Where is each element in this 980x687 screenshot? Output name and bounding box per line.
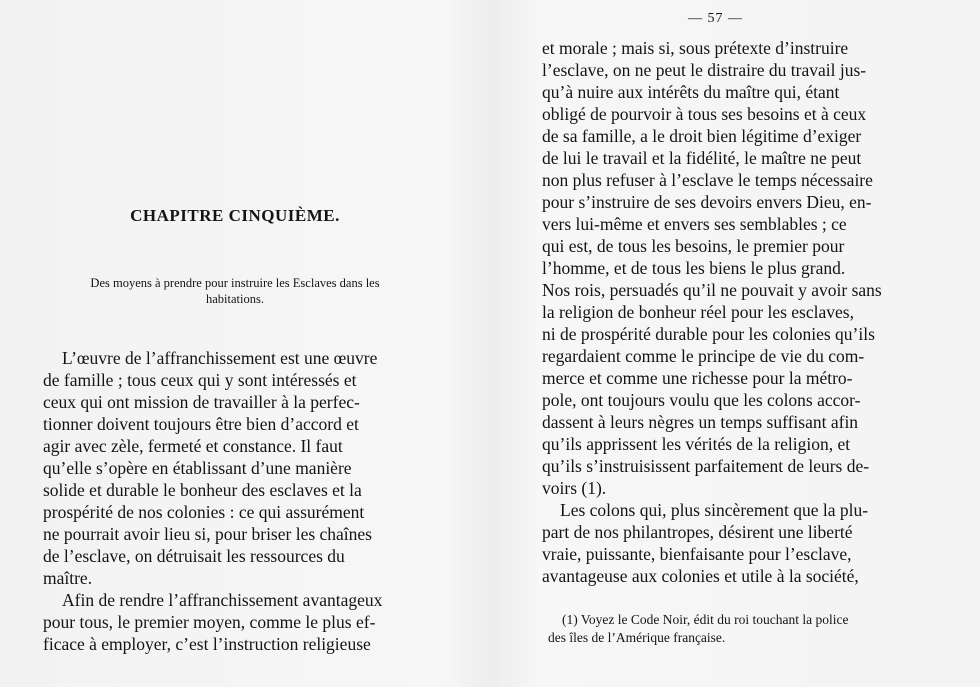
left-body-line: ceux qui ont mission de travailler à la perfec-: [43, 392, 360, 412]
right-body-line: l’homme, et de tous les biens le plus grand.: [542, 258, 846, 278]
right-body-line: de sa famille, a le droit bien légitime d’exiger: [542, 126, 862, 146]
chapter-subtitle-line: Des moyens à prendre pour instruire les Esclaves dans les: [90, 276, 380, 290]
left-body-line: agir avec zèle, fermeté et constance. Il faut: [43, 436, 343, 456]
left-body-line: ne pourrait avoir lieu si, pour briser les chaînes: [43, 524, 372, 544]
right-body-line: merce et comme une richesse pour la métro-: [542, 368, 853, 388]
chapter-subtitle-line: habitations.: [206, 292, 264, 306]
left-body-line: tionner doivent toujours être bien d’accord et: [43, 414, 359, 434]
right-body-line: vers lui-même et envers ses semblables ; ce: [542, 214, 847, 234]
right-body-line: obligé de pourvoir à tous ses besoins et à ceux: [542, 104, 867, 124]
chapter-title: CHAPITRE CINQUIÈME.: [130, 206, 340, 225]
right-body-line: l’esclave, on ne peut le distraire du travail jus-: [542, 60, 867, 80]
left-body-line: maître.: [43, 568, 93, 588]
right-body-line: de lui le travail et la fidélité, le maître ne peut: [542, 148, 862, 168]
left-body-line: qu’elle s’opère en établissant d’une manière: [43, 458, 352, 478]
right-body-line: voirs (1).: [542, 478, 607, 498]
right-body-line: vraie, puissante, bienfaisante pour l’esclave,: [542, 544, 852, 564]
right-body-line: pole, ont toujours voulu que les colons accor-: [542, 390, 861, 410]
right-body-line: non plus refuser à l’esclave le temps nécessaire: [542, 170, 873, 190]
left-body-line: prospérité de nos colonies : ce qui assurément: [43, 502, 365, 522]
left-body-line: de l’esclave, on détruisait les ressources du: [43, 546, 345, 566]
right-body-line: ni de prospérité durable pour les colonies qu’ils: [542, 324, 875, 344]
right-body-line: la religion de bonheur réel pour les esclaves,: [542, 302, 854, 322]
right-body-line: part de nos philantropes, désirent une liberté: [542, 522, 853, 542]
left-body-line: de famille ; tous ceux qui y sont intéressés et: [43, 370, 357, 390]
page-number: — 57 —: [688, 11, 743, 26]
left-body-line: L’œuvre de l’affranchissement est une œuvre: [62, 348, 378, 368]
right-body-line: regardaient comme le principe de vie du com-: [542, 346, 865, 366]
left-body-line: pour tous, le premier moyen, comme le plus ef-: [43, 612, 376, 632]
left-body-line: Afin de rendre l’affranchissement avantageux: [62, 590, 383, 610]
right-body-line: Nos rois, persuadés qu’il ne pouvait y avoir sans: [542, 280, 882, 300]
right-body-line: et morale ; mais si, sous prétexte d’instruire: [542, 38, 849, 58]
right-body-line: pour s’instruire de ses devoirs envers Dieu, en-: [542, 192, 872, 212]
chapter-subtitle: [50, 275, 420, 307]
footnote-line: des îles de l’Amérique française.: [548, 630, 726, 645]
left-body-line: ficace à employer, c’est l’instruction religieuse: [43, 634, 371, 654]
right-body-line: avantageuse aux colonies et utile à la société,: [542, 566, 859, 586]
right-body-line: Les colons qui, plus sincèrement que la plu-: [560, 500, 869, 520]
right-body-line: qui est, de tous les besoins, le premier pour: [542, 236, 845, 256]
right-body-line: qu’ils apprissent les vérités de la religion, et: [542, 434, 851, 454]
left-body-line: solide et durable le bonheur des esclaves et la: [43, 480, 362, 500]
right-body-line: dassent à leurs nègres un temps suffisant afin: [542, 412, 859, 432]
right-body-line: qu’ils s’instruisissent parfaitement de leurs de-: [542, 456, 870, 476]
footnote-line: (1) Voyez le Code Noir, édit du roi touchant la police: [562, 612, 849, 627]
right-body-line: qu’à nuire aux intérêts du maître qui, étant: [542, 82, 840, 102]
